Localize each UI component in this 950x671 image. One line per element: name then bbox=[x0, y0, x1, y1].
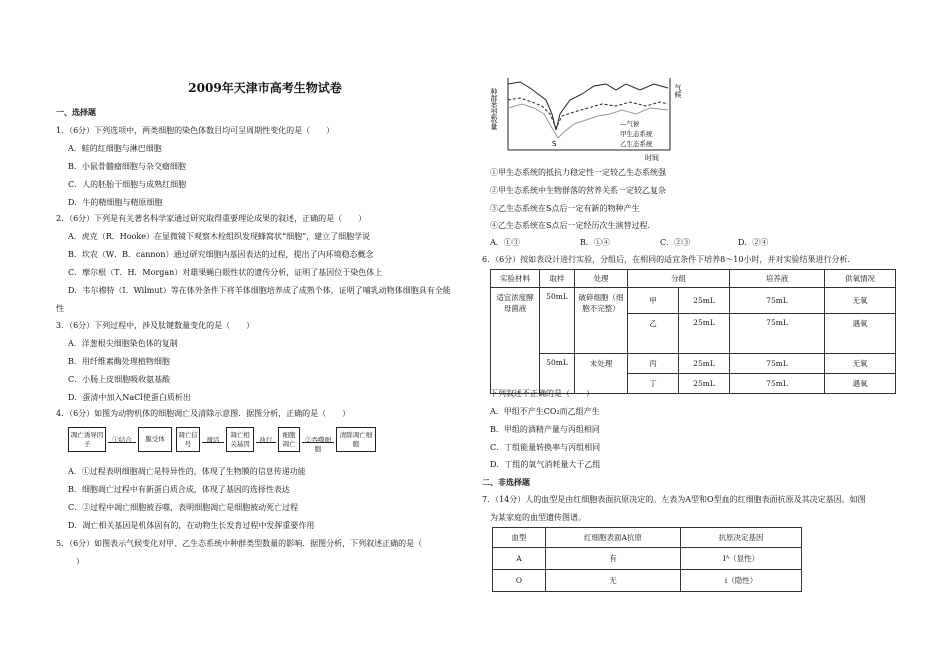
section-choice: 一、选择题 bbox=[56, 107, 96, 117]
flow-arrow-1: ①结合 bbox=[108, 435, 136, 444]
q1-option-d: D．牛的精细胞与精原细胞 bbox=[68, 198, 163, 207]
q7-stem-cont: 为某家庭的血型遗传图谱。 bbox=[490, 513, 586, 522]
td-group: 丁 bbox=[628, 374, 679, 394]
q6-option-b: B．甲组的酒精产量与丙组相同 bbox=[490, 425, 600, 434]
q7-bloodtype-table bbox=[492, 527, 802, 592]
td-medium: 75mL bbox=[730, 288, 825, 314]
th-sample: 取样 bbox=[540, 270, 575, 288]
q4-option-c: C．②过程中凋亡细胞被吞噬，表明细胞凋亡是细胞被动死亡过程 bbox=[68, 503, 299, 512]
q5-option-b: B．①④ bbox=[580, 238, 610, 247]
q3-stem: 3．（6分）下列过程中，涉及肽键数量变化的是（ ） bbox=[56, 321, 255, 330]
q1-option-a: A．蛙的红细胞与淋巴细胞 bbox=[68, 144, 162, 153]
th-treatment: 处理 bbox=[575, 270, 628, 288]
chart-mark-s: S bbox=[552, 140, 557, 148]
chart-ylabel: 种群类型数量 bbox=[490, 88, 498, 130]
q6-stem: 6．（6分）按如表设计进行实验，分组后，在相同的适宜条件下培养8～10小时，并对实验结果进行分析． bbox=[482, 255, 856, 264]
q3-option-b: B．用纤维素酶处理植物细胞 bbox=[68, 357, 170, 366]
q1-option-c: C．人的胚胎干细胞与成熟红细胞 bbox=[68, 180, 187, 189]
q6-experiment-table bbox=[490, 269, 896, 394]
q5-option-c: C．②③ bbox=[660, 238, 691, 247]
td-oxygen: 遇氧 bbox=[825, 374, 896, 394]
q6-after: 下列叙述不正确的是（ ） bbox=[490, 389, 594, 398]
td-medium: 75mL bbox=[730, 354, 825, 374]
td-material: 适宜浓度酵母菌液 bbox=[491, 288, 540, 394]
q4-stem: 4．（6分）如图为动物机体的细胞凋亡及清除示意图．据图分析，正确的是（ ） bbox=[56, 409, 351, 418]
flow-box-inducer: 凋亡诱导因子 bbox=[68, 427, 106, 452]
q6-option-d: D．丁组的氧气消耗量大于乙组 bbox=[490, 460, 601, 469]
th-group: 分组 bbox=[628, 270, 730, 288]
td-amount: 25mL bbox=[679, 288, 730, 314]
td-amount: 25mL bbox=[679, 374, 730, 394]
td-medium: 75mL bbox=[730, 374, 825, 394]
th-antigen: 红细胞表面A抗原 bbox=[546, 528, 681, 548]
td-antigen: 有 bbox=[546, 548, 681, 570]
q6-option-a: A．甲组不产生CO₂而乙组产生 bbox=[490, 407, 600, 416]
flow-box-gene: 凋亡相关基因 bbox=[226, 427, 254, 452]
q2-option-a: A．虎克（R．Hooke）在显微镜下观察木栓组织发现蜂窝状“细胞”，建立了细胞学说 bbox=[68, 232, 371, 241]
q3-option-c: C．小肠上皮细胞吸收氨基酸 bbox=[68, 375, 171, 384]
td-oxygen: 无氧 bbox=[825, 354, 896, 374]
q4-option-d: D．凋亡相关基因是机体固有的，在动物生长发育过程中发挥重要作用 bbox=[68, 521, 315, 530]
q2-stem: 2．（6分）下列是有关著名科学家通过研究取得重要理论成果的叙述，正确的是（ ） bbox=[56, 214, 367, 223]
td-bloodtype: O bbox=[493, 570, 546, 592]
q5-statement-4: ④乙生态系统在S点后一定经历次生演替过程． bbox=[490, 221, 656, 230]
q5-stem: 5．（6分）如图表示气候变化对甲、乙生态系统中种群类型数量的影响．据图分析，下列叙述正确的是（ bbox=[56, 539, 423, 548]
q4-option-b: B．细胞凋亡过程中有新蛋白质合成，体现了基因的选择性表达 bbox=[68, 485, 290, 494]
q2-option-d: D．韦尔穆特（I．Wilmut）等在体外条件下将羊体细胞培养成了成熟个体，证明了哺乳动物体细胞具有全能 bbox=[68, 286, 451, 295]
flow-box-apoptosis: 细胞凋亡 bbox=[278, 427, 300, 452]
table-row bbox=[493, 570, 802, 592]
q7-stem: 7．（14分）人的血型是由红细胞表面抗原决定的。左表为A型和O型血的红细胞表面抗原及其决定基因。如图 bbox=[482, 495, 866, 504]
q5-statement-2: ②甲生态系统中生物群落的营养关系一定较乙复杂 bbox=[490, 186, 666, 195]
q1-option-b: B．小鼠骨髓瘤细胞与杂交瘤细胞 bbox=[68, 162, 186, 171]
td-gene: Iᴬ（显性） bbox=[681, 548, 802, 570]
td-oxygen: 无氧 bbox=[825, 288, 896, 314]
td-sample: 50mL bbox=[540, 354, 575, 394]
q5-option-d: D．②④ bbox=[738, 238, 769, 247]
td-group: 甲 bbox=[628, 288, 679, 314]
th-bloodtype: 血型 bbox=[493, 528, 546, 548]
q2-option-c: C．摩尔根（T．H．Morgan）对雄果蝇白眼性状的遗传分析，证明了基因位于染色体上 bbox=[68, 268, 383, 277]
td-gene: i（隐性） bbox=[681, 570, 802, 592]
td-treatment: 破碎细胞（细胞不完整） bbox=[575, 288, 628, 354]
td-antigen: 无 bbox=[546, 570, 681, 592]
q2-option-d-cont: 性 bbox=[56, 304, 64, 313]
td-medium: 75mL bbox=[730, 314, 825, 354]
chart-ylabel2: 气候 bbox=[674, 84, 682, 98]
th-gene: 抗原决定基因 bbox=[681, 528, 802, 548]
flow-box-receptor: 膜受体 bbox=[138, 427, 172, 452]
q5-statement-1: ①甲生态系统的抵抗力稳定性一定较乙生态系统强 bbox=[490, 168, 666, 177]
section-nonchoice: 二、非选择题 bbox=[482, 477, 530, 487]
td-amount: 25mL bbox=[679, 314, 730, 354]
th-medium: 培养液 bbox=[730, 270, 825, 288]
q2-option-b: B．坎农（W．B．cannon）通过研究细胞内基因表达的过程，提出了内环境稳态概念 bbox=[68, 250, 374, 259]
td-group: 丙 bbox=[628, 354, 679, 374]
td-oxygen: 遇氧 bbox=[825, 314, 896, 354]
climate-ecosystem-chart bbox=[490, 74, 690, 166]
flow-arrow-3: 执行 bbox=[256, 435, 276, 444]
q5-statement-3: ③乙生态系统在S点后一定有新的物种产生 bbox=[490, 204, 640, 213]
legend-climate: —气候 bbox=[620, 120, 640, 128]
flow-arrow-2: 激活 bbox=[202, 435, 224, 444]
q3-option-d: D．蛋清中加入NaCl使蛋白质析出 bbox=[68, 393, 191, 402]
series-ecosystem-a-line bbox=[508, 98, 668, 128]
td-treatment: 未处理 bbox=[575, 354, 628, 394]
q6-option-c: C．丁组能量转换率与丙组相同 bbox=[490, 443, 601, 452]
flow-box-clear: 清除凋亡细胞 bbox=[336, 427, 376, 452]
td-bloodtype: A bbox=[493, 548, 546, 570]
table-header-row bbox=[491, 270, 896, 288]
q3-option-a: A．洋葱根尖细胞染色体的复制 bbox=[68, 339, 178, 348]
table-row bbox=[491, 288, 896, 314]
th-material: 实验材料 bbox=[491, 270, 540, 288]
apoptosis-flow-diagram bbox=[68, 427, 378, 454]
q5-stem-cont: ） bbox=[76, 557, 84, 566]
legend-ecosystem-b: 乙生态系统 bbox=[620, 140, 653, 148]
page-title: 2009年天津市高考生物试卷 bbox=[188, 81, 342, 95]
chart-xlabel: 时间 bbox=[645, 154, 659, 162]
legend-ecosystem-a: 甲生态系统 bbox=[620, 130, 653, 138]
td-amount: 25mL bbox=[679, 354, 730, 374]
q1-stem: 1．（6分）下列选项中，两类细胞的染色体数目均可呈周期性变化的是（ ） bbox=[56, 126, 335, 135]
table-row bbox=[491, 354, 896, 374]
flow-arrow-4: ②吞噬细胞 bbox=[302, 435, 334, 453]
th-oxygen: 供氧情况 bbox=[825, 270, 896, 288]
td-group: 乙 bbox=[628, 314, 679, 354]
q5-option-a: A．①③ bbox=[490, 238, 520, 247]
q4-option-a: A．①过程表明细胞凋亡是特异性的，体现了生物膜的信息传递功能 bbox=[68, 467, 306, 476]
flow-box-signal: 凋亡信号 bbox=[176, 427, 200, 452]
td-sample: 50mL bbox=[540, 288, 575, 354]
table-row bbox=[493, 548, 802, 570]
table-header-row bbox=[493, 528, 802, 548]
